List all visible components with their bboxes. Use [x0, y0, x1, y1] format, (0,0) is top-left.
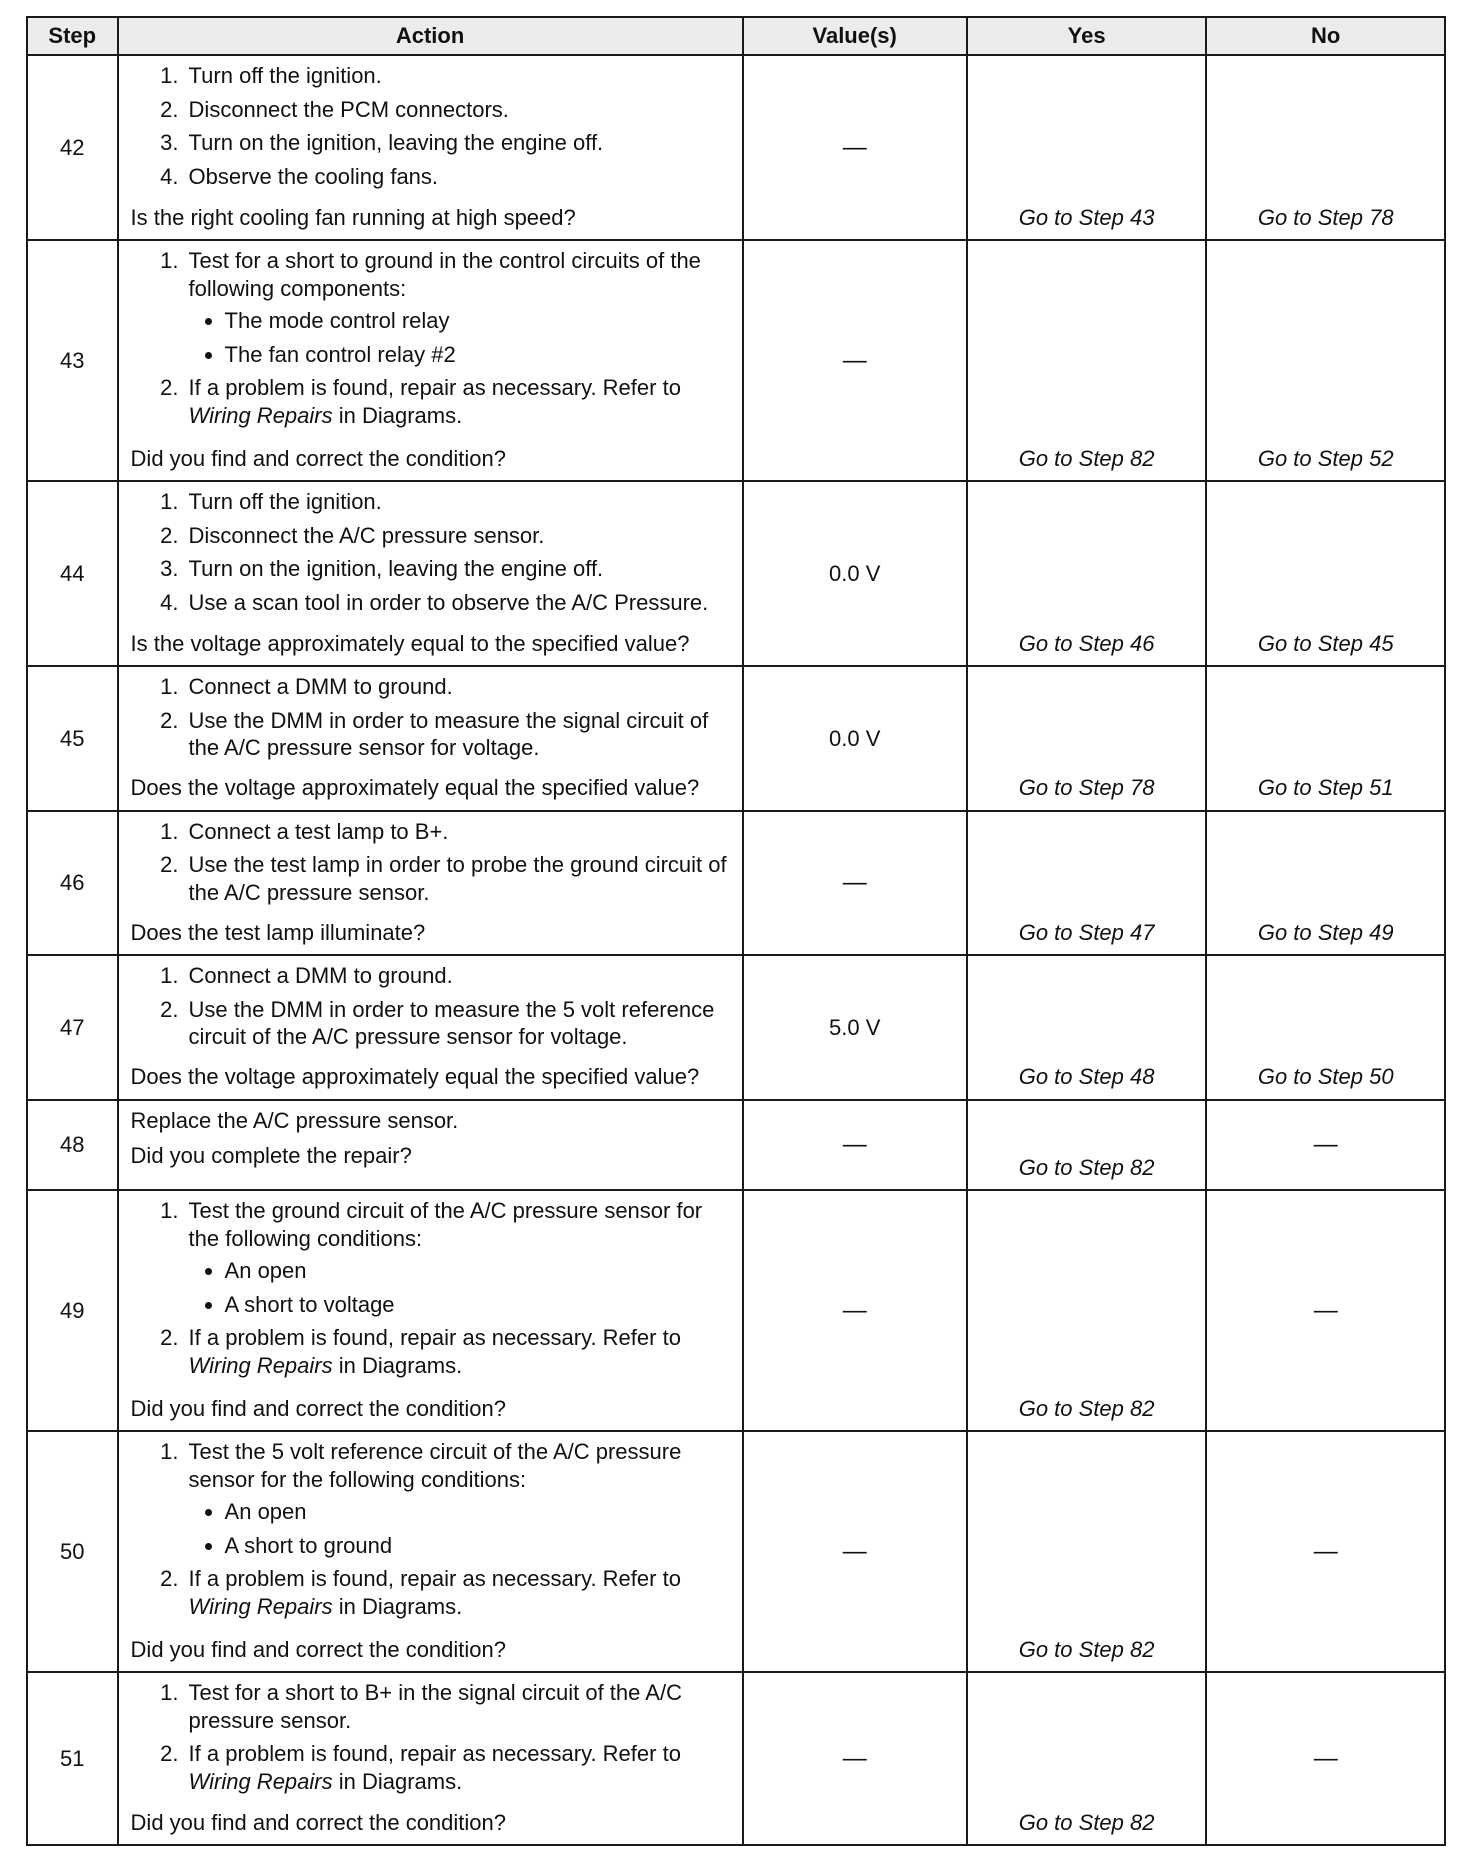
question: Did you find and correct the condition?	[130, 445, 506, 471]
table-row	[27, 1100, 1445, 1191]
instruction-list	[131, 1679, 734, 1801]
bullet: • The mode control relay	[225, 307, 734, 335]
instruction: 1. Connect a DMM to ground.	[185, 673, 734, 701]
instruction-list	[131, 962, 734, 1057]
no-link: Go to Step 51	[1206, 666, 1445, 810]
no-link: Go to Step 49	[1206, 811, 1445, 955]
yes-link: Go to Step 82	[967, 1431, 1207, 1672]
value-cell: 0.0 V	[743, 666, 967, 810]
bullet-list	[189, 307, 734, 368]
value-cell: —	[743, 1431, 967, 1672]
no-link: Go to Step 50	[1206, 955, 1445, 1099]
table-row	[27, 1190, 1445, 1431]
question: Did you find and correct the condition?	[130, 1636, 506, 1662]
instruction: 3. Turn on the ignition, leaving the engine off.	[185, 555, 734, 583]
instruction: 1. Connect a DMM to ground.	[185, 962, 734, 990]
header-step: Step	[27, 17, 118, 55]
instruction: 1. Connect a test lamp to B+.	[185, 818, 734, 846]
table-row	[27, 240, 1445, 481]
instruction: 2. Disconnect the A/C pressure sensor.	[185, 522, 734, 550]
no-cell: —	[1206, 1431, 1445, 1672]
action-cell	[118, 1100, 743, 1191]
instruction: 1. Test for a short to ground in the control circuits of the following components: • The mode control relay • The fan control relay #2	[185, 247, 734, 368]
yes-link: Go to Step 82	[967, 1100, 1207, 1191]
bullet: • An open	[225, 1498, 734, 1526]
value-cell: —	[743, 1190, 967, 1431]
action-cell	[118, 811, 743, 955]
table-row	[27, 811, 1445, 955]
instruction: 1. Test the 5 volt reference circuit of the A/C pressure sensor for the following conditions: • An open • A short to ground	[185, 1438, 734, 1559]
value-cell: —	[743, 1672, 967, 1845]
wiring-repairs-ref: Wiring Repairs	[188, 402, 333, 428]
bullet-list	[189, 1498, 734, 1559]
value-cell: 0.0 V	[743, 481, 967, 666]
yes-link: Go to Step 43	[967, 55, 1207, 240]
instruction-list	[131, 247, 734, 435]
yes-link: Go to Step 82	[967, 240, 1207, 481]
instruction: 1. Test the ground circuit of the A/C pressure sensor for the following conditions: • An open • A short to voltage	[185, 1197, 734, 1318]
bullet: • A short to ground	[225, 1532, 734, 1560]
table-row	[27, 481, 1445, 666]
instruction-list	[131, 818, 734, 913]
action-cell	[118, 666, 743, 810]
instruction: 2. If a problem is found, repair as necessary. Refer to Wiring Repairs in Diagrams.	[185, 1740, 734, 1795]
step-number: 47	[27, 955, 118, 1099]
step-number: 44	[27, 481, 118, 666]
wiring-repairs-ref: Wiring Repairs	[188, 1593, 333, 1619]
action-cell	[118, 955, 743, 1099]
table-row	[27, 55, 1445, 240]
instruction: Replace the A/C pressure sensor.	[130, 1107, 459, 1133]
yes-link: Go to Step 82	[967, 1190, 1207, 1431]
instruction: 1. Turn off the ignition.	[185, 488, 734, 516]
instruction: 2. Use the test lamp in order to probe the ground circuit of the A/C pressure sensor.	[185, 851, 734, 906]
instruction-list	[131, 1438, 734, 1626]
instruction: 1. Turn off the ignition.	[185, 62, 734, 90]
step-number: 51	[27, 1672, 118, 1845]
no-link: Go to Step 45	[1206, 481, 1445, 666]
step-number: 43	[27, 240, 118, 481]
yes-link: Go to Step 48	[967, 955, 1207, 1099]
yes-link: Go to Step 46	[967, 481, 1207, 666]
step-number: 50	[27, 1431, 118, 1672]
no-cell: —	[1206, 1100, 1445, 1191]
instruction: 4. Observe the cooling fans.	[185, 163, 734, 191]
instruction-list	[131, 62, 734, 196]
step-number: 46	[27, 811, 118, 955]
table-row	[27, 1431, 1445, 1672]
question: Does the test lamp illuminate?	[130, 919, 426, 945]
header-yes: Yes	[967, 17, 1207, 55]
instruction: 3. Turn on the ignition, leaving the engine off.	[185, 129, 734, 157]
value-cell: —	[743, 55, 967, 240]
yes-link: Go to Step 82	[967, 1672, 1207, 1845]
value-cell: —	[743, 811, 967, 955]
yes-link: Go to Step 47	[967, 811, 1207, 955]
yes-link: Go to Step 78	[967, 666, 1207, 810]
bullet-list	[189, 1257, 734, 1318]
action-cell	[118, 1672, 743, 1845]
no-cell: —	[1206, 1190, 1445, 1431]
value-cell: 5.0 V	[743, 955, 967, 1099]
diagnostic-table	[26, 16, 1446, 1846]
question: Did you find and correct the condition?	[130, 1395, 506, 1421]
no-link: Go to Step 52	[1206, 240, 1445, 481]
question: Did you complete the repair?	[130, 1143, 412, 1169]
instruction: 1. Test for a short to B+ in the signal circuit of the A/C pressure sensor.	[185, 1679, 734, 1734]
instruction: 2. Disconnect the PCM connectors.	[185, 96, 734, 124]
header-values: Value(s)	[743, 17, 967, 55]
action-cell	[118, 55, 743, 240]
header-no: No	[1206, 17, 1445, 55]
instruction-list	[131, 1197, 734, 1385]
instruction: 2. If a problem is found, repair as necessary. Refer to Wiring Repairs in Diagrams.	[185, 1565, 734, 1620]
bullet: • A short to voltage	[225, 1291, 734, 1319]
instruction: 2. If a problem is found, repair as necessary. Refer to Wiring Repairs in Diagrams.	[185, 374, 734, 429]
value-cell: —	[743, 240, 967, 481]
instruction: 4. Use a scan tool in order to observe the A/C Pressure.	[185, 589, 734, 617]
bullet: • An open	[225, 1257, 734, 1285]
step-number: 45	[27, 666, 118, 810]
instruction: 2. Use the DMM in order to measure the signal circuit of the A/C pressure sensor for voltage.	[185, 707, 734, 762]
header-row	[27, 17, 1445, 55]
action-cell	[118, 1431, 743, 1672]
table-row	[27, 955, 1445, 1099]
header-action: Action	[118, 17, 743, 55]
action-cell	[118, 481, 743, 666]
wiring-repairs-ref: Wiring Repairs	[188, 1768, 333, 1794]
bullet: • The fan control relay #2	[225, 341, 734, 369]
no-cell: —	[1206, 1672, 1445, 1845]
value-cell: —	[743, 1100, 967, 1191]
instruction-list	[131, 673, 734, 768]
table-row	[27, 1672, 1445, 1845]
step-number: 48	[27, 1100, 118, 1191]
step-number: 42	[27, 55, 118, 240]
question: Is the right cooling fan running at high speed?	[130, 204, 576, 230]
instruction: 2. If a problem is found, repair as necessary. Refer to Wiring Repairs in Diagrams.	[185, 1324, 734, 1379]
action-cell	[118, 240, 743, 481]
table-row	[27, 666, 1445, 810]
instruction: 2. Use the DMM in order to measure the 5 volt reference circuit of the A/C pressure sensor for voltage.	[185, 996, 734, 1051]
question: Is the voltage approximately equal to the specified value?	[130, 630, 690, 656]
question: Did you find and correct the condition?	[130, 1809, 506, 1835]
action-cell	[118, 1190, 743, 1431]
question: Does the voltage approximately equal the specified value?	[130, 775, 700, 801]
no-link: Go to Step 78	[1206, 55, 1445, 240]
question: Does the voltage approximately equal the specified value?	[130, 1064, 700, 1090]
wiring-repairs-ref: Wiring Repairs	[188, 1352, 333, 1378]
step-number: 49	[27, 1190, 118, 1431]
instruction-list	[131, 488, 734, 622]
